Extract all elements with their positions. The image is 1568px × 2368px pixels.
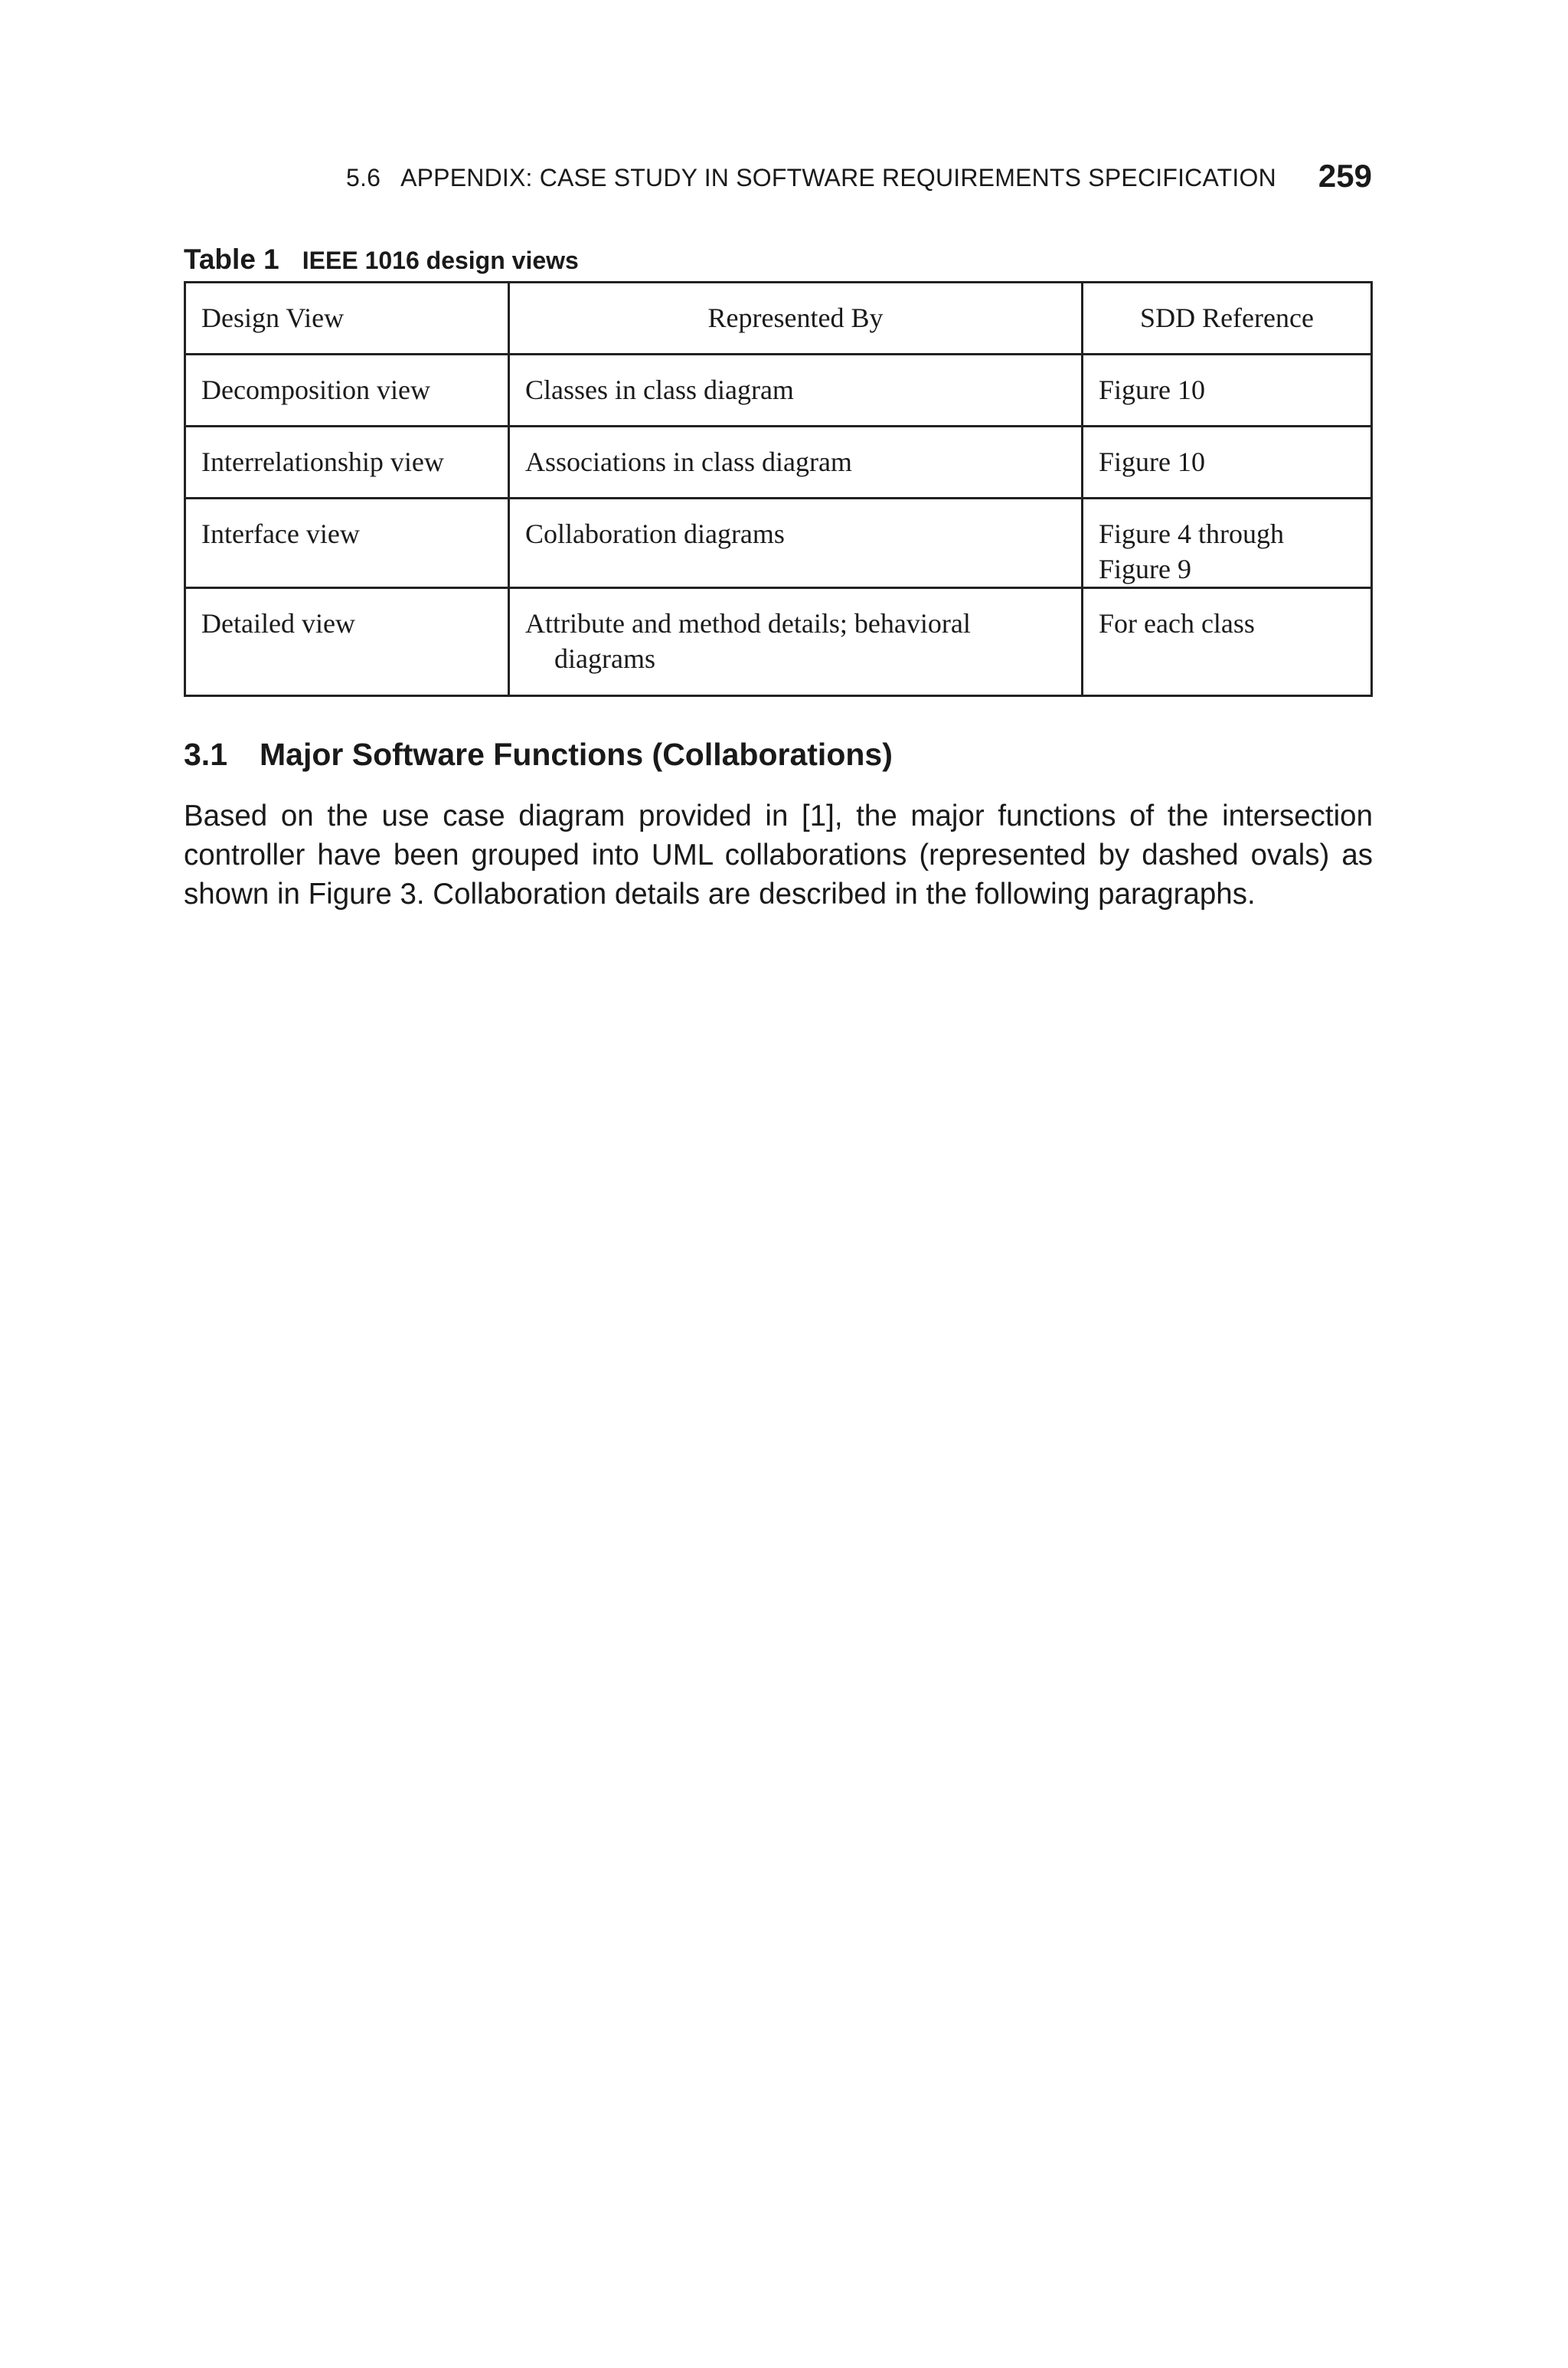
cell-sdd-reference: Figure 4 through Figure 9 [1083, 499, 1372, 588]
body-paragraph: Based on the use case diagram provided in [1], the major functions of the intersection controller have been grouped into UML collaborations (represented by dashed ovals) as shown in Figure 3. Collaboration details are described in the following paragraphs. [184, 800, 1373, 911]
cell-represented-by: Associations in class diagram [509, 427, 1083, 499]
column-header-represented-by: Represented By [509, 283, 1083, 355]
section-number: 3.1 [184, 737, 227, 772]
table-row [185, 499, 1372, 588]
running-head-title: APPENDIX: CASE STUDY IN SOFTWARE REQUIREMENTS SPECIFICATION [400, 164, 1276, 191]
cell-sdd-reference: Figure 10 [1083, 355, 1372, 427]
cell-represented-by-line2: diagrams [554, 643, 655, 674]
table-row [185, 355, 1372, 427]
table-caption-title: IEEE 1016 design views [302, 247, 579, 274]
table-header-row [185, 283, 1372, 355]
section-title: Major Software Functions (Collaborations) [260, 737, 893, 772]
table-row [185, 427, 1372, 499]
cell-represented-by: Classes in class diagram [509, 355, 1083, 427]
table-row [185, 588, 1372, 696]
cell-represented-by [509, 588, 1083, 696]
column-header-sdd-reference: SDD Reference [1083, 283, 1372, 355]
table-caption [184, 244, 579, 276]
running-head [346, 164, 1372, 192]
section-heading [184, 737, 893, 773]
cell-sdd-reference: For each class [1083, 588, 1372, 696]
cell-design-view: Interrelationship view [185, 427, 509, 499]
design-views-table [184, 281, 1373, 697]
column-header-design-view: Design View [185, 283, 509, 355]
table-caption-label: Table 1 [184, 244, 279, 275]
cell-represented-by-line1: Attribute and method details; behavioral [525, 608, 971, 639]
cell-represented-by: Collaboration diagrams [509, 499, 1083, 588]
cell-design-view: Decomposition view [185, 355, 509, 427]
running-head-section-number: 5.6 [346, 164, 381, 191]
cell-design-view: Interface view [185, 499, 509, 588]
cell-sdd-reference: Figure 10 [1083, 427, 1372, 499]
page-number: 259 [1318, 158, 1372, 194]
cell-design-view: Detailed view [185, 588, 509, 696]
